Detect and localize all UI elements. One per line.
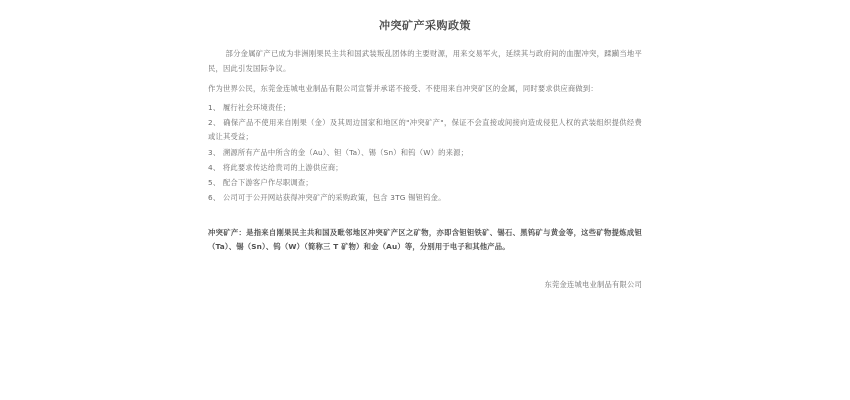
intro-paragraph-1: 部分金属矿产已成为非洲刚果民主共和国武装叛乱团体的主要财源，用来交易军火，延续其与政府间的血腥冲突，蹂躏当地平民，因此引发国际争议。 [208, 49, 642, 73]
document-body [208, 18, 642, 297]
list-item: 1、 履行社会环境责任； [208, 103, 291, 113]
list-item: 5、 配合下游客户作尽职调查； [208, 178, 313, 188]
requirements-list [208, 101, 642, 206]
intro-paragraph-2: 作为世界公民，东莞金连城电业制品有限公司宣誓并承诺不接受、不使用来自冲突矿区的金属，同时要求供应商做到： [208, 83, 598, 93]
conflict-minerals-definition: 冲突矿产：是指来自刚果民主共和国及毗邻地区冲突矿产区之矿物，亦即含钽钽铁矿、锡石、黑钨矿与黄金等，这些矿物提炼成钽（Ta）、锡（Sn）、钨（W）（简称三 T 矿物）和金（Au）等，分别用于电子和其他产品。 [208, 227, 642, 251]
company-signature: 东莞金连城电业制品有限公司 [544, 280, 642, 290]
list-item: 2、 确保产品不使用来自刚果（金）及其周边国家和地区的"冲突矿产"，保证不会直接或间接向造成侵犯人权的武装组织提供经费或让其受益； [208, 118, 642, 142]
list-item: 4、 将此要求传达给贵司的上游供应商； [208, 162, 343, 172]
list-item: 6、 公司可于公开网站获得冲突矿产的采购政策，包含 3TG 锡钽钨金。 [208, 193, 446, 203]
page-title: 冲突矿产采购政策 [379, 19, 471, 32]
list-item: 3、 溯源所有产品中所含的金（Au）、钽（Ta）、锡（Sn）和钨（W）的来源； [208, 147, 469, 157]
